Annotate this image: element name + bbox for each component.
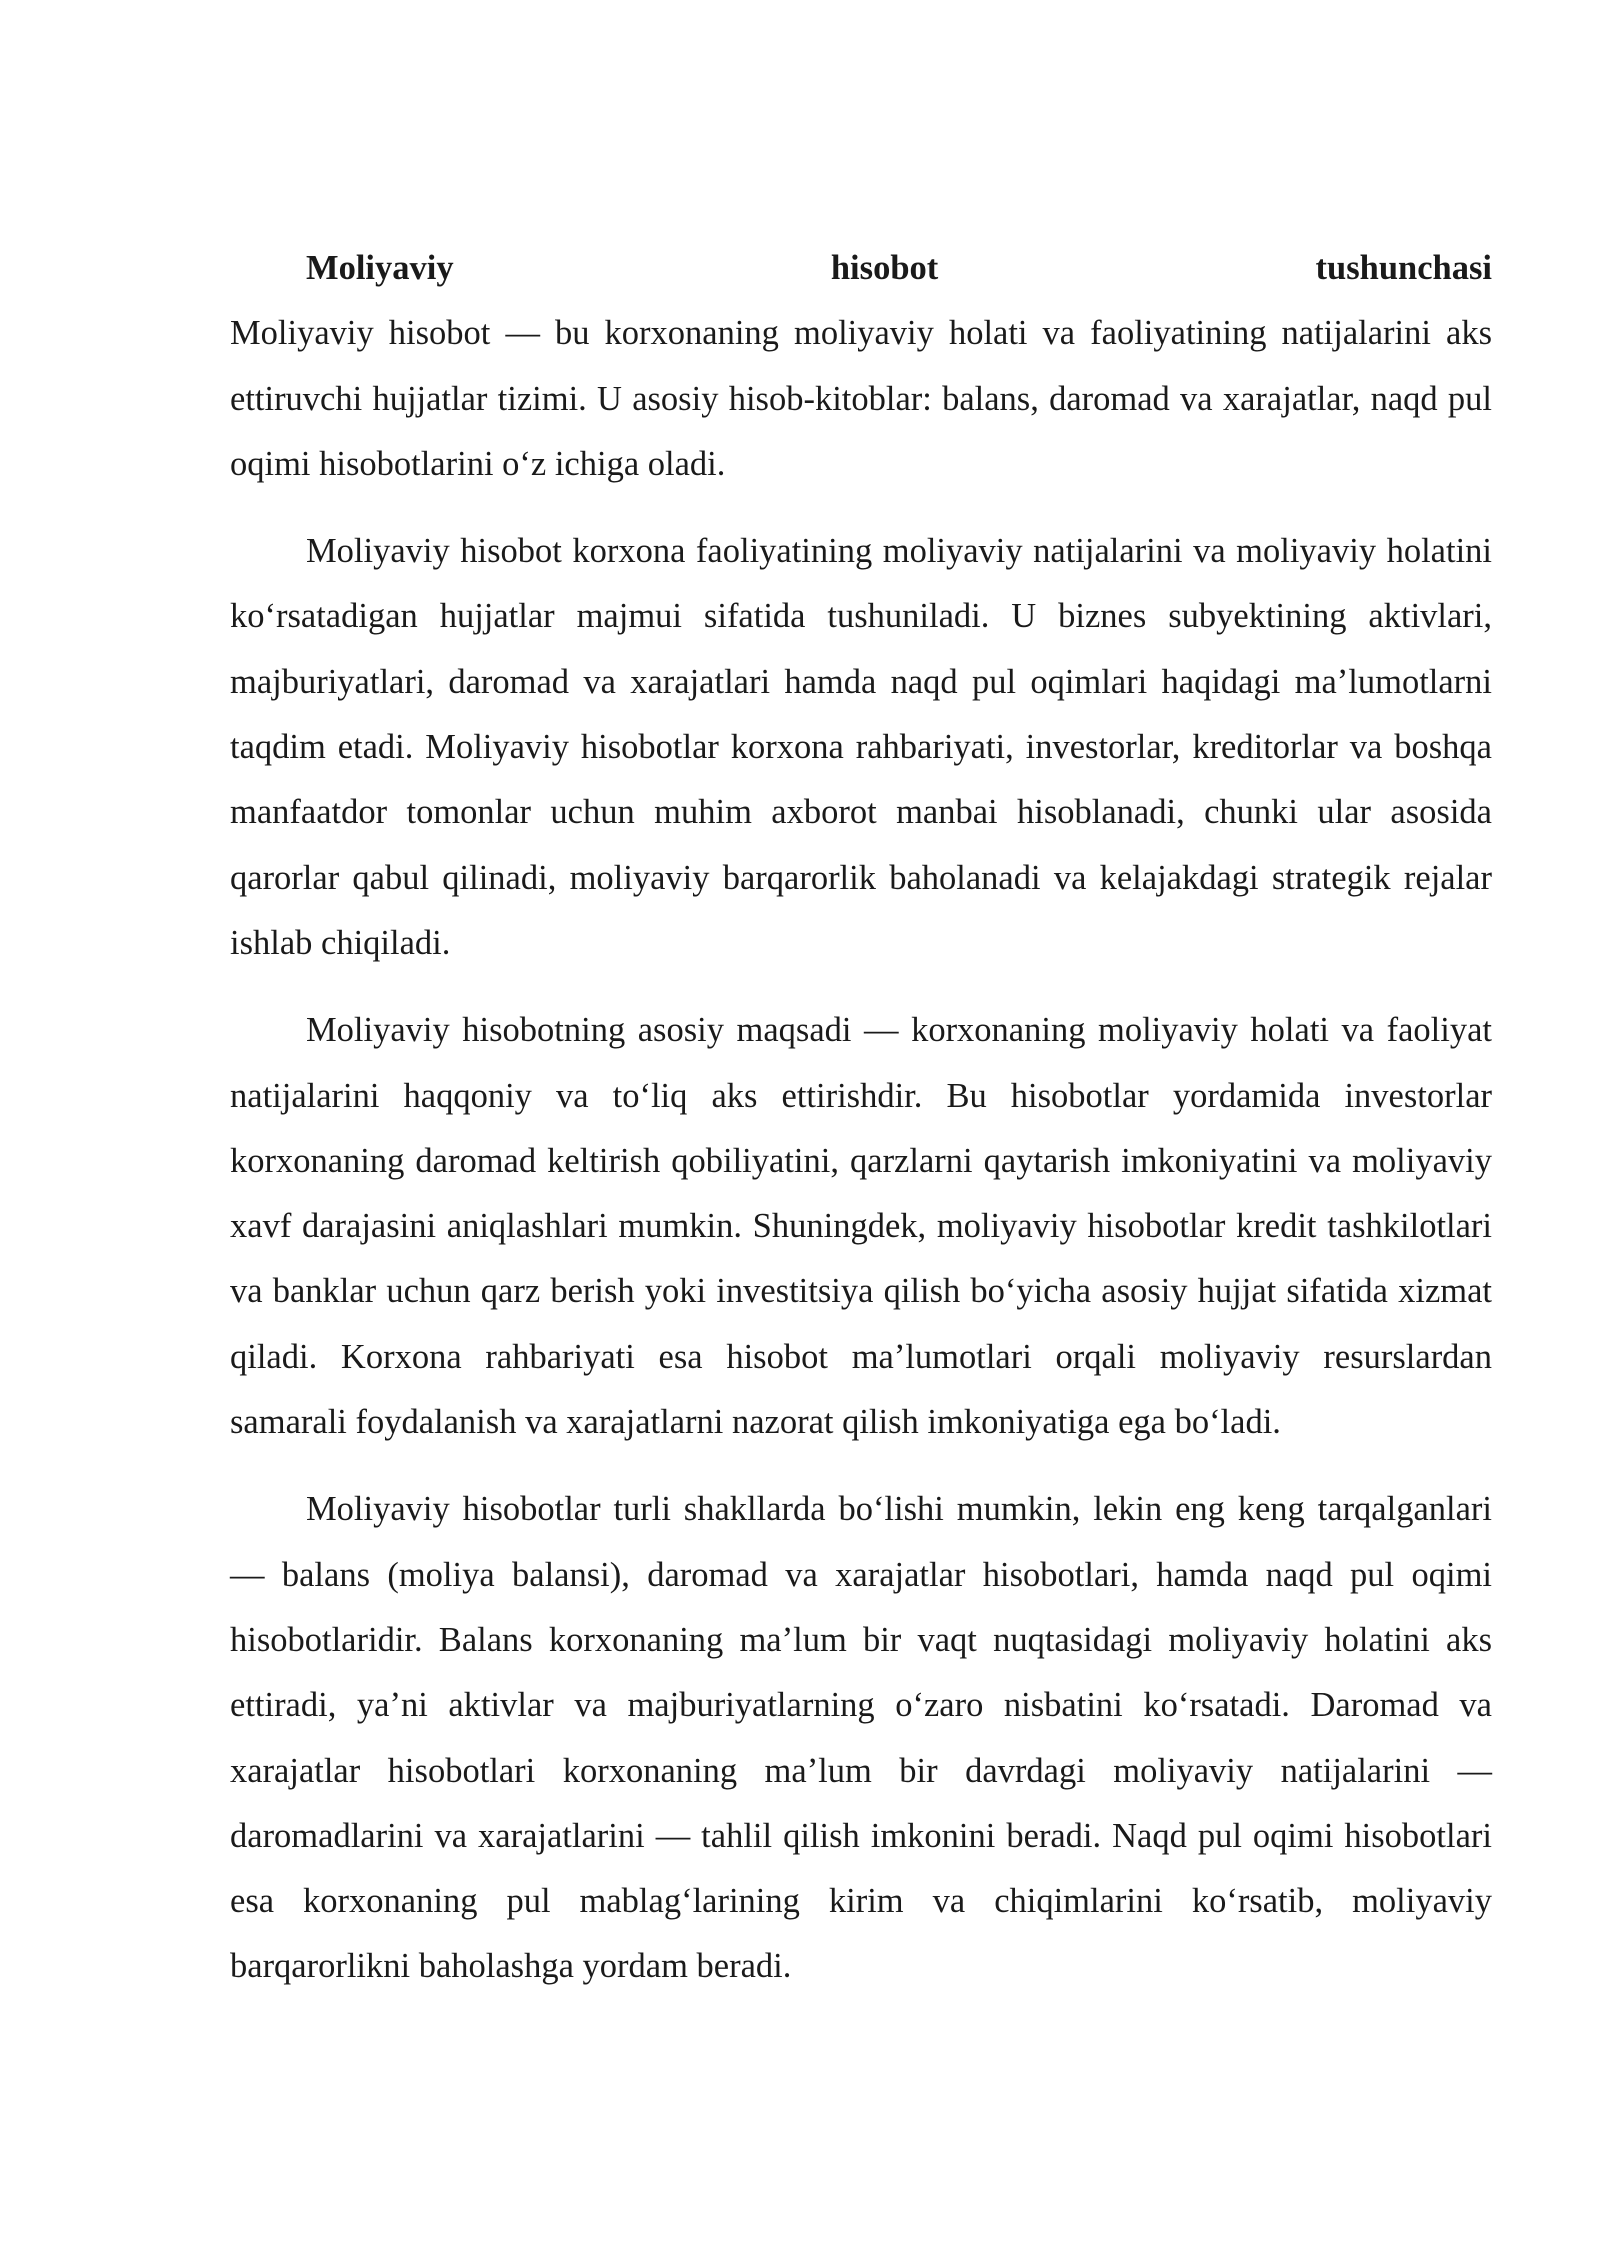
- document-page: [230, 236, 1492, 2000]
- title-word-3: tushunchasi: [1315, 249, 1492, 287]
- title-word-2: hisobot: [830, 249, 939, 287]
- paragraph-3: Moliyaviy hisobotning asosiy maqsadi — korxonaning moliyaviy holati va faoliyat natijalarini haqqoniy va toʻliq aks ettirishdir. Bu hisobotlar yordamida investorlar korxonaning daromad keltirish qobiliyatini, qarzlarni qaytarish imkoniyatini va moliyaviy xavf darajasini aniqlashlari mumkin. Shuningdek, moliyaviy hisobotlar kredit tashkilotlari va banklar uchun qarz berish yoki investitsiya qilish boʻyicha asosiy hujjat sifatida xizmat qiladi. Korxona rahbariyati esa hisobot maʼlumotlari orqali moliyaviy resurslardan samarali foydalanish va xarajatlarni nazorat qilish imkoniyatiga ega boʻladi.: [230, 1011, 1492, 1442]
- paragraph-1: Moliyaviy hisobot — bu korxonaning moliyaviy holati va faoliyatining natijalarini aks ettiruvchi hujjatlar tizimi. U asosiy hisob-kitoblar: balans, daromad va xarajatlar, naqd pul oqimi hisobotlarini oʻz ichiga oladi.: [230, 314, 1492, 483]
- title-word-1: Moliyaviy: [306, 249, 454, 287]
- document-title: [230, 236, 1492, 301]
- paragraph-4: Moliyaviy hisobotlar turli shakllarda boʻlishi mumkin, lekin eng keng tarqalganlari — balans (moliya balansi), daromad va xarajatlar hisobotlari, hamda naqd pul oqimi hisobotlaridir. Balans korxonaning maʼlum bir vaqt nuqtasidagi moliyaviy holatini aks ettiradi, yaʼni aktivlar va majburiyatlarning oʻzaro nisbatini koʻrsatadi. Daromad va xarajatlar hisobotlari korxonaning maʼlum bir davrdagi moliyaviy natijalarini — daromadlarini va xarajatlarini — tahlil qilish imkonini beradi. Naqd pul oqimi hisobotlari esa korxonaning pul mablagʻlarining kirim va chiqimlarini koʻrsatib, moliyaviy barqarorlikni baholashga yordam beradi.: [230, 1490, 1492, 1986]
- paragraph-2: Moliyaviy hisobot korxona faoliyatining moliyaviy natijalarini va moliyaviy holatini koʻrsatadigan hujjatlar majmui sifatida tushuniladi. U biznes subyektining aktivlari, majburiyatlari, daromad va xarajatlari hamda naqd pul oqimlari haqidagi maʼlumotlarni taqdim etadi. Moliyaviy hisobotlar korxona rahbariyati, investorlar, kreditorlar va boshqa manfaatdor tomonlar uchun muhim axborot manbai hisoblanadi, chunki ular asosida qarorlar qabul qilinadi, moliyaviy barqarorlik baholanadi va kelajakdagi strategik rejalar ishlab chiqiladi.: [230, 532, 1492, 962]
